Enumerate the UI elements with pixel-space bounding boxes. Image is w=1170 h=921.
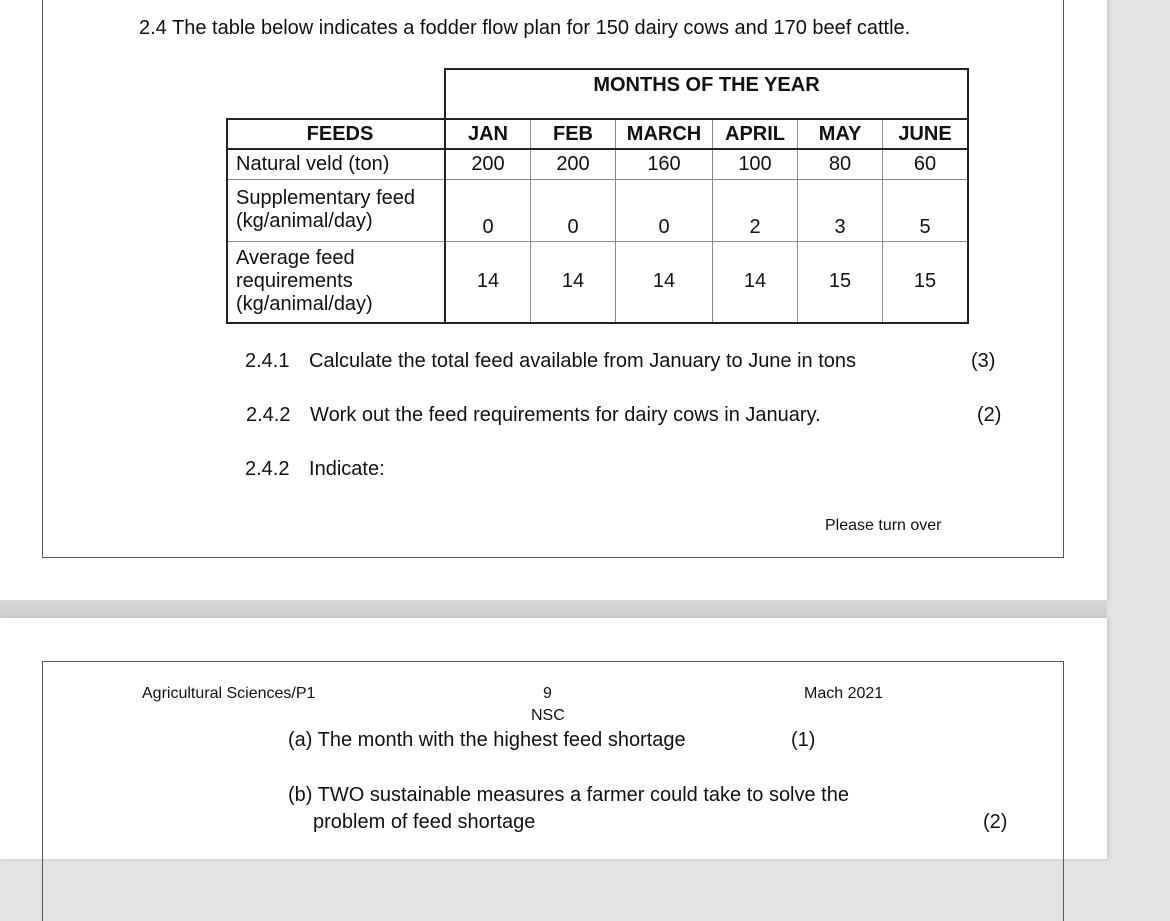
cell-value: 3 (798, 179, 883, 241)
cell-value: 0 (616, 179, 713, 241)
cell-value: 100 (713, 149, 798, 179)
table-row (227, 149, 968, 179)
header-nsc: NSC (531, 707, 565, 724)
cell-value: 14 (531, 241, 616, 323)
question-2-4-2-indicate (245, 458, 385, 481)
cell-value: 80 (798, 149, 883, 179)
column-header-may: MAY (798, 119, 883, 149)
question-intro: 2.4 The table below indicates a fodder flow plan for 150 dairy cows and 170 beef cattle. (139, 17, 911, 39)
cell-value: 15 (883, 241, 969, 323)
question-text: Indicate: (309, 458, 385, 480)
table-corner-blank (227, 69, 445, 119)
question-text: Work out the feed requirements for dairy cows in January. (310, 404, 821, 426)
cell-value: 15 (798, 241, 883, 323)
document-page-2 (0, 618, 1107, 859)
table-row (227, 241, 968, 323)
column-header-jan: JAN (445, 119, 531, 149)
question-number: 2.4.2 (246, 404, 291, 426)
question-2-4-2 (246, 404, 821, 427)
table-row (227, 179, 968, 241)
cell-value: 200 (445, 149, 531, 179)
cell-value: 14 (445, 241, 531, 323)
column-header-feeds: FEEDS (227, 119, 445, 149)
cell-value: 14 (616, 241, 713, 323)
cell-value: 2 (713, 179, 798, 241)
question-number: 2.4.2 (245, 458, 290, 480)
marks-b: (2) (983, 811, 1008, 833)
row-label-natural-veld: Natural veld (ton) (227, 149, 445, 179)
cell-value: 200 (531, 149, 616, 179)
marks-a: (1) (791, 729, 816, 751)
page-gap (0, 600, 1107, 618)
marks-2-4-2: (2) (977, 404, 1002, 426)
subquestion-b-line1: (b) TWO sustainable measures a farmer could take to solve the (288, 784, 849, 806)
column-header-feb: FEB (531, 119, 616, 149)
fodder-flow-table (226, 68, 969, 324)
question-text: Calculate the total feed available from January to June in tons (309, 350, 857, 372)
please-turn-over: Please turn over (825, 517, 942, 534)
subquestion-a: (a) The month with the highest feed shortage (288, 729, 686, 751)
column-header-april: APRIL (713, 119, 798, 149)
months-group-header: MONTHS OF THE YEAR (445, 69, 968, 119)
cell-value: 0 (531, 179, 616, 241)
question-number: 2.4.1 (245, 350, 290, 372)
column-header-june: JUNE (883, 119, 969, 149)
row-label-supplementary-feed: Supplementary feed (kg/animal/day) (227, 179, 445, 241)
marks-2-4-1: (3) (971, 350, 996, 372)
header-page-number: 9 (543, 685, 552, 702)
row-label-average-feed: Average feed requirements (kg/animal/day) (227, 241, 445, 323)
column-header-march: MARCH (616, 119, 713, 149)
cell-value: 0 (445, 179, 531, 241)
header-date: Mach 2021 (804, 685, 884, 702)
cell-value: 160 (616, 149, 713, 179)
cell-value: 14 (713, 241, 798, 323)
subquestion-b-line2: problem of feed shortage (313, 811, 536, 833)
header-subject: Agricultural Sciences/P1 (142, 685, 316, 702)
cell-value: 5 (883, 179, 969, 241)
question-2-4-1 (245, 350, 856, 373)
cell-value: 60 (883, 149, 969, 179)
